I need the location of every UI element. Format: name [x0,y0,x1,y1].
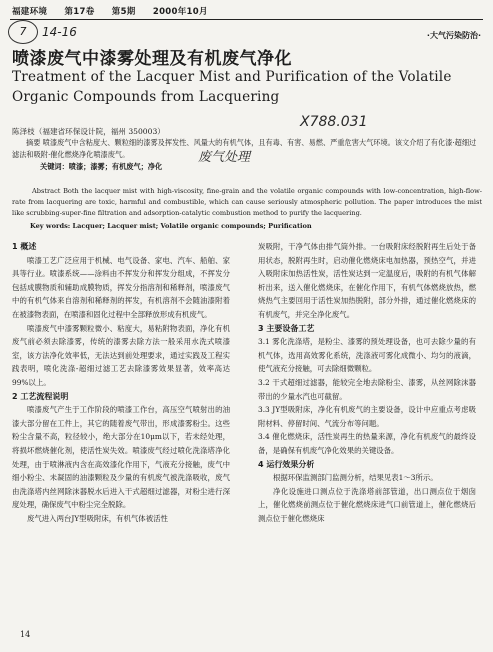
handwritten-circle-note: 7 [8,20,38,44]
body-paragraph: 喷漆工艺广泛应用于机械、电气设备、家电、汽车、船舶、家具等行业。喷漆系统——涂料由不挥发分和挥发分组成，不挥发分包括成膜物质和辅助成膜物质，挥发分指溶剂和稀释剂，喷漆废气中的有机气体来自溶剂和稀释剂的挥发，有机溶剂不会随油漆附着在被漆物表面，在喷漆和固化过程中全部释放形成有机废气。 [12,255,230,319]
body-paragraph: 根据环保监测部门监测分析，结果见表1～3所示。 [273,473,438,483]
abstract-chinese: 摘要 喷漆废气中含粘度大、颗粒细的漆雾及挥发性、风量大的有机气体，且有毒、有害、易燃、严重危害大气环境。该文介绍了有化漆·超细过滤法和吸附·催化燃烧净化喷漆废气。 [12,138,477,159]
journal-issue: 第5期 [111,7,136,17]
keywords-english [30,222,312,230]
section-tag: ·大气污染防治· [426,31,481,40]
body-paragraph: 3.3 JY型吸附床，净化有机废气的主要设备，设计中应重点考虑吸附材料、停留时间、气流分布等问题。 [258,405,476,428]
section-heading: 1 概述 [12,242,37,251]
body-column-left [12,240,230,525]
title-chinese: 喷漆废气中漆雾处理及有机废气净化 [12,49,292,69]
body-paragraph: 炭吸附，干净气体由排气筒外排。一台吸附床经脱附再生后处于备用状态，脱附再生时，启动催化燃烧床电加热器，预热空气，并进入吸附床加热活性炭，活性炭达到一定温度后，吸附的有机气体解析出来，送入催化燃烧床，在催化作用下，有机气体燃烧放热，燃烧热气主要回用于活性炭加热脱附，部分外排，通过催化燃烧床的有机废气，并完全净化废气。 [258,242,476,319]
body-paragraph: 净化设施进口测点位于洗涤塔前部管道，出口测点位于烟囱上，催化燃烧前测点位于催化燃烧床进气口前管道上，催化燃烧后测点位于催化燃烧床 [258,486,476,523]
handwritten-keyword-note: 废气处理 [198,150,251,165]
author-line: 陈泽枝（福建省环保设计院，福州 350003） [12,127,165,136]
body-paragraph: 3.4 催化燃烧床，活性炭再生的热量来源，净化有机废气的最终设备，是确保有机废气净化效果的关键设备。 [258,432,476,455]
section-heading: 2 工艺流程说明 [12,391,69,401]
body-paragraph: 喷漆废气中漆雾颗粒微小、粘度大，易粘附物表面，净化有机废气前必须去除漆雾，传统的漆雾去除方法一般采用水洗式喷漆室，该方法净化效率低，无法达到前处理要求，通过实践及工程实践表明，喷化洗涤-超细过滤工艺去除漆雾效果显著，效率高达99%以上。 [12,323,230,387]
body-column-right [258,240,476,525]
keywords-english-text: Key words: Lacquer; Lacquer mist; Volatile organic compounds; Purification [30,222,312,230]
section-heading: 3 主要设备工艺 [258,323,315,333]
handwritten-page-range: 14-16 [42,25,77,39]
keywords-chinese [40,162,162,172]
keywords-chinese-text: 关键词：喷漆；漆雾；有机废气；净化 [40,162,163,171]
title-english-line-1: Treatment of the Lacquer Mist and Purification of the Volatile [12,69,452,85]
title-english-line-2: Organic Compounds from Lacquering [12,89,280,105]
body-paragraph: 3.2 干式超细过滤器，能较完全地去除粉尘、漆雾，从丝网除沫器带出的少量水汽也可截留。 [258,377,476,401]
header-rule [10,19,483,20]
body-paragraph: 喷漆废气产生于工作阶段的喷漆工作台，高压空气喷射出的油漆大部分留在工件上，其它的随着废气带出，形成漆雾粉尘。这些粉尘含量不高，粒径较小，绝大部分在10μm以下，若未经处理，将损坏燃烧催化剂，使活性炭失效。喷漆废气经过喷化洗涤塔净化处理，由于喷淋液内含在高效漆化作用下，气液充分接触，废气中细小粉尘、未凝固的油漆颗粒及少量的有机废气被洗涤吸收，废气由洗涤塔内丝网除沫器脱水后进入干式超细过滤器，对粉尘进行深度处理，确保废气中粉尘完全脱除。 [12,405,230,510]
page-number: 14 [20,630,31,639]
body-paragraph: 废气进入两台JY型吸附床，有机气体被活性 [27,513,168,523]
journal-volume: 第17卷 [64,7,95,17]
body-paragraph: 3.1 雾化洗涤塔，是粉尘、漆雾的预处理设备，也可去除少量的有机气体，选用高效雾化系统，洗涤液可雾化成微小、均匀的液滴，使气液充分接触，可去除细微颗粒。 [258,337,476,374]
abstract-english: Abstract Both the lacquer mist with high-viscosity, fine-grain and the volatile organic compounds with low-concentration, high-flow-rate from lacquering are toxic, harmful and combustible, which can cause seriously atmospheric pollution. The paper introduces the mist like scrubbing-super-fine filtration and adsorption-catalytic combustion method to purify the lacquering. [12,187,482,217]
journal-header [12,5,222,17]
journal-date: 2000年10月 [152,7,208,17]
section-heading: 4 运行效果分析 [258,459,315,469]
handwritten-classification: X788.031 [300,114,368,130]
journal-name: 福建环境 [12,7,48,17]
